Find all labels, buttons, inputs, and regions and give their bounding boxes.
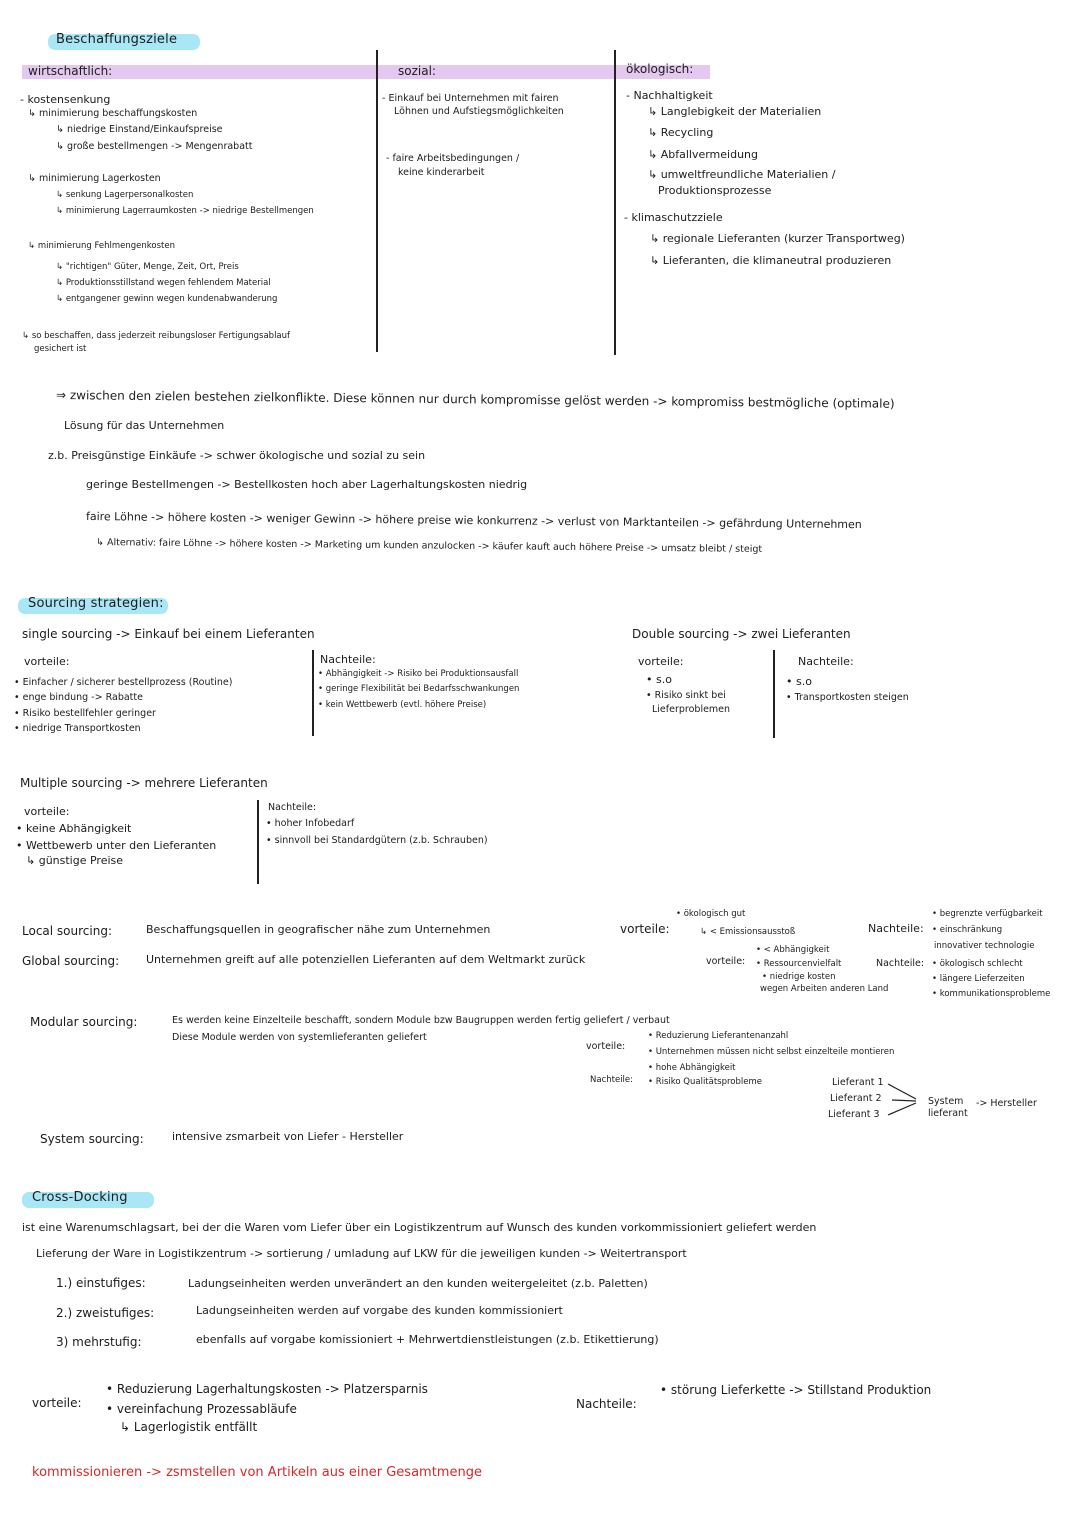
modular-vorteil: • Unternehmen müssen nicht selbst einzelteile montieren bbox=[648, 1047, 895, 1057]
local-nachteil: innovativer technologie bbox=[934, 941, 1035, 951]
stufe-2-text: Ladungseinheiten werden auf vorgabe des kunden kommissioniert bbox=[196, 1304, 563, 1317]
multiple-vorteil: ↳ günstige Preise bbox=[26, 854, 124, 867]
oeko-line: - klimaschutzziele bbox=[624, 211, 723, 224]
crossdocking-title: Cross-Docking bbox=[32, 1190, 128, 1205]
global-vorteile-label: vorteile: bbox=[706, 956, 746, 967]
global-nachteil: • kommunikationsprobleme bbox=[932, 989, 1051, 999]
oeko-line: ↳ Lieferanten, die klimaneutral produzieren bbox=[650, 254, 892, 267]
multiple-nachteil: • hoher Infobedarf bbox=[266, 818, 355, 829]
double-nachteil: • Transportkosten steigen bbox=[786, 692, 909, 703]
sozial-line: keine kinderarbeit bbox=[398, 167, 485, 178]
konflikt-line: ↳ Alternativ: faire Löhne -> höhere kosten -> Marketing um kunden anzulocken -> käufer kauft auch höhere Preise -> umsatz bleibt / steigt bbox=[95, 537, 763, 555]
crossdocking-vorteil: • vereinfachung Prozessabläufe bbox=[106, 1402, 297, 1416]
diagram-lieferant-1: Lieferant 1 bbox=[832, 1077, 884, 1088]
oeko-line: Produktionsprozesse bbox=[658, 184, 772, 197]
local-sourcing-label: Local sourcing: bbox=[22, 924, 112, 938]
oeko-line: ↳ regionale Lieferanten (kurzer Transportweg) bbox=[650, 232, 905, 245]
konflikt-line: Lösung für das Unternehmen bbox=[64, 419, 225, 432]
double-sourcing-title: Double sourcing -> zwei Lieferanten bbox=[632, 627, 851, 641]
local-vorteile-label: vorteile: bbox=[620, 922, 670, 936]
oeko-line: ↳ Abfallvermeidung bbox=[648, 148, 758, 161]
diagram-lieferant-3: Lieferant 3 bbox=[828, 1109, 880, 1120]
diagram-hersteller: -> Hersteller bbox=[976, 1098, 1037, 1109]
global-sourcing-text: Unternehmen greift auf alle potenziellen Lieferanten auf dem Weltmarkt zurück bbox=[146, 953, 586, 966]
single-nachteil: • kein Wettbewerb (evtl. höhere Preise) bbox=[318, 700, 487, 710]
konflikt-line: ⇒ zwischen den zielen bestehen zielkonflikte. Diese können nur durch kompromisse gelöst werden -> kompromiss bestmögliche (optimale) bbox=[55, 388, 895, 411]
diagram-systemlieferant: lieferant bbox=[928, 1108, 968, 1119]
global-nachteile-label: Nachteile: bbox=[876, 958, 925, 969]
oeko-line: ↳ Langlebigkeit der Materialien bbox=[648, 105, 822, 118]
stufe-1-label: 1.) einstufiges: bbox=[56, 1276, 146, 1290]
multiple-divider bbox=[257, 800, 259, 884]
double-vorteil: • s.o bbox=[646, 673, 672, 686]
modular-nachteil: • Risiko Qualitätsprobleme bbox=[648, 1077, 763, 1087]
wirtschaftlich-header: wirtschaftlich: bbox=[28, 64, 113, 78]
konflikt-line: geringe Bestellmengen -> Bestellkosten hoch aber Lagerhaltungskosten niedrig bbox=[86, 478, 528, 491]
column-divider-2 bbox=[614, 50, 616, 355]
single-vorteil: • niedrige Transportkosten bbox=[14, 723, 141, 734]
wirt-line: ↳ so beschaffen, dass jederzeit reibungsloser Fertigungsablauf bbox=[22, 331, 291, 341]
local-vorteil: ↳ < Emissionsausstoß bbox=[700, 927, 796, 937]
global-sourcing-label: Global sourcing: bbox=[22, 954, 120, 968]
wirt-line: ↳ "richtigen" Güter, Menge, Zeit, Ort, Preis bbox=[56, 262, 239, 272]
single-sourcing-title: single sourcing -> Einkauf bei einem Lieferanten bbox=[22, 627, 315, 641]
diagram-lieferant-2: Lieferant 2 bbox=[830, 1093, 882, 1104]
crossdocking-nachteile-label: Nachteile: bbox=[576, 1397, 637, 1411]
multiple-vorteile-label: vorteile: bbox=[24, 805, 70, 818]
kommissionieren-definition: kommissionieren -> zsmstellen von Artikeln aus einer Gesamtmenge bbox=[32, 1465, 482, 1480]
modular-nachteile-label: Nachteile: bbox=[590, 1075, 634, 1085]
sozial-line: - faire Arbeitsbedingungen / bbox=[386, 153, 520, 164]
oeko-line: - Nachhaltigkeit bbox=[626, 89, 713, 102]
global-nachteil: • ökologisch schlecht bbox=[932, 959, 1023, 969]
header-highlight-bar bbox=[22, 62, 710, 79]
wirt-line: ↳ senkung Lagerpersonalkosten bbox=[56, 190, 194, 200]
oekologisch-header: ökologisch: bbox=[626, 62, 694, 76]
crossdocking-vorteil: ↳ Lagerlogistik entfällt bbox=[120, 1420, 258, 1434]
wirt-line: ↳ minimierung Lagerraumkosten -> niedrige Bestellmengen bbox=[56, 206, 314, 216]
stufe-3-text: ebenfalls auf vorgabe komissioniert + Mehrwertdienstleistungen (z.b. Etikettierung) bbox=[196, 1333, 659, 1346]
global-nachteil: • längere Lieferzeiten bbox=[932, 974, 1025, 984]
system-sourcing-text: intensive zsmarbeit von Liefer - Hersteller bbox=[172, 1130, 404, 1143]
beschaffungsziele-title: Beschaffungsziele bbox=[56, 32, 178, 47]
single-nachteil: • geringe Flexibilität bei Bedarfsschwankungen bbox=[318, 684, 520, 694]
wirt-line: ↳ niedrige Einstand/Einkaufspreise bbox=[56, 124, 223, 135]
double-nachteile-label: Nachteile: bbox=[798, 655, 854, 668]
sozial-header: sozial: bbox=[398, 64, 436, 78]
crossdocking-vorteile-label: vorteile: bbox=[32, 1396, 82, 1410]
oeko-line: ↳ umweltfreundliche Materialien / bbox=[648, 168, 836, 181]
double-nachteil: • s.o bbox=[786, 675, 812, 688]
single-nachteile-label: Nachteile: bbox=[320, 653, 376, 666]
crossdocking-vorteil: • Reduzierung Lagerhaltungskosten -> Platzersparnis bbox=[106, 1382, 428, 1396]
single-vorteile-label: vorteile: bbox=[24, 655, 70, 668]
single-nachteil: • Abhängigkeit -> Risiko bei Produktionsausfall bbox=[318, 669, 519, 679]
multiple-nachteile-label: Nachteile: bbox=[268, 802, 317, 813]
local-nachteil: • begrenzte verfügbarkeit bbox=[932, 909, 1043, 919]
wirt-line: gesichert ist bbox=[34, 344, 87, 354]
single-divider bbox=[312, 650, 314, 736]
konflikt-line: z.b. Preisgünstige Einkäufe -> schwer ökologische und sozial zu sein bbox=[48, 449, 426, 462]
modular-vorteil: • Reduzierung Lieferantenanzahl bbox=[648, 1031, 789, 1041]
column-divider-1 bbox=[376, 50, 378, 352]
global-vorteil: • Ressourcenvielfalt bbox=[756, 959, 842, 969]
wirt-line: ↳ minimierung Lagerkosten bbox=[28, 173, 161, 184]
local-sourcing-text: Beschaffungsquellen in geografischer nähe zum Unternehmen bbox=[146, 923, 491, 936]
stufe-3-label: 3) mehrstufig: bbox=[56, 1335, 142, 1349]
local-nachteile-label: Nachteile: bbox=[868, 922, 924, 935]
crossdocking-line: ist eine Warenumschlagsart, bei der die Waren vom Liefer über ein Logistikzentrum auf Wunsch des kunden vorkommissioniert geliefert werden bbox=[22, 1221, 817, 1234]
global-vorteil: wegen Arbeiten anderen Land bbox=[760, 984, 889, 994]
wirt-line: ↳ minimierung beschaffungskosten bbox=[28, 108, 198, 119]
global-vorteil: • < Abhängigkeit bbox=[756, 945, 830, 955]
single-vorteil: • enge bindung -> Rabatte bbox=[14, 692, 143, 703]
wirt-line: ↳ große bestellmengen -> Mengenrabatt bbox=[56, 141, 253, 152]
stufe-1-text: Ladungseinheiten werden unverändert an den kunden weitergeleitet (z.b. Paletten) bbox=[188, 1277, 648, 1290]
wirt-line: ↳ entgangener gewinn wegen kundenabwanderung bbox=[56, 294, 278, 304]
multiple-vorteil: • Wettbewerb unter den Lieferanten bbox=[16, 839, 217, 852]
multiple-vorteil: • keine Abhängigkeit bbox=[16, 822, 132, 835]
sourcing-title: Sourcing strategien: bbox=[28, 596, 164, 611]
global-vorteil: • niedrige kosten bbox=[762, 972, 836, 982]
crossdocking-line: Lieferung der Ware in Logistikzentrum -> sortierung / umladung auf LKW für die jeweiligen kunden -> Weitertransport bbox=[36, 1247, 687, 1260]
system-sourcing-label: System sourcing: bbox=[40, 1132, 144, 1146]
konflikt-line: faire Löhne -> höhere kosten -> weniger Gewinn -> höhere preise wie konkurrenz -> verlust von Marktanteilen -> gefährdung Unternehmen bbox=[85, 510, 862, 532]
double-vorteil: Lieferproblemen bbox=[652, 704, 731, 715]
diagram-arrows bbox=[886, 1082, 926, 1118]
sozial-line: - Einkauf bei Unternehmen mit fairen bbox=[382, 93, 559, 104]
modular-line: Diese Module werden von systemlieferanten geliefert bbox=[172, 1032, 427, 1043]
oeko-line: ↳ Recycling bbox=[648, 126, 714, 139]
wirt-line: ↳ Produktionsstillstand wegen fehlendem Material bbox=[56, 278, 271, 288]
diagram-system: System bbox=[928, 1096, 964, 1107]
stufe-2-label: 2.) zweistufiges: bbox=[56, 1306, 155, 1320]
local-vorteil: • ökologisch gut bbox=[676, 909, 746, 919]
modular-vorteil: • hohe Abhängigkeit bbox=[648, 1063, 736, 1073]
double-vorteil: • Risiko sinkt bei bbox=[646, 690, 726, 701]
local-nachteil: • einschränkung bbox=[932, 925, 1003, 935]
modular-sourcing-label: Modular sourcing: bbox=[30, 1015, 138, 1029]
crossdocking-nachteil: • störung Lieferkette -> Stillstand Produktion bbox=[660, 1383, 932, 1397]
modular-vorteile-label: vorteile: bbox=[586, 1041, 626, 1052]
sozial-line: Löhnen und Aufstiegsmöglichkeiten bbox=[394, 106, 564, 117]
modular-line: Es werden keine Einzelteile beschafft, sondern Module bzw Baugruppen werden fertig geliefert / verbaut bbox=[172, 1015, 670, 1026]
multiple-nachteil: • sinnvoll bei Standardgütern (z.b. Schrauben) bbox=[266, 835, 488, 846]
double-divider bbox=[773, 650, 775, 738]
single-vorteil: • Einfacher / sicherer bestellprozess (Routine) bbox=[14, 677, 233, 688]
wirt-line: - kostensenkung bbox=[20, 93, 111, 106]
double-vorteile-label: vorteile: bbox=[638, 655, 684, 668]
wirt-line: ↳ minimierung Fehlmengenkosten bbox=[28, 241, 175, 251]
single-vorteil: • Risiko bestellfehler geringer bbox=[14, 708, 156, 719]
multiple-sourcing-title: Multiple sourcing -> mehrere Lieferanten bbox=[20, 776, 268, 790]
